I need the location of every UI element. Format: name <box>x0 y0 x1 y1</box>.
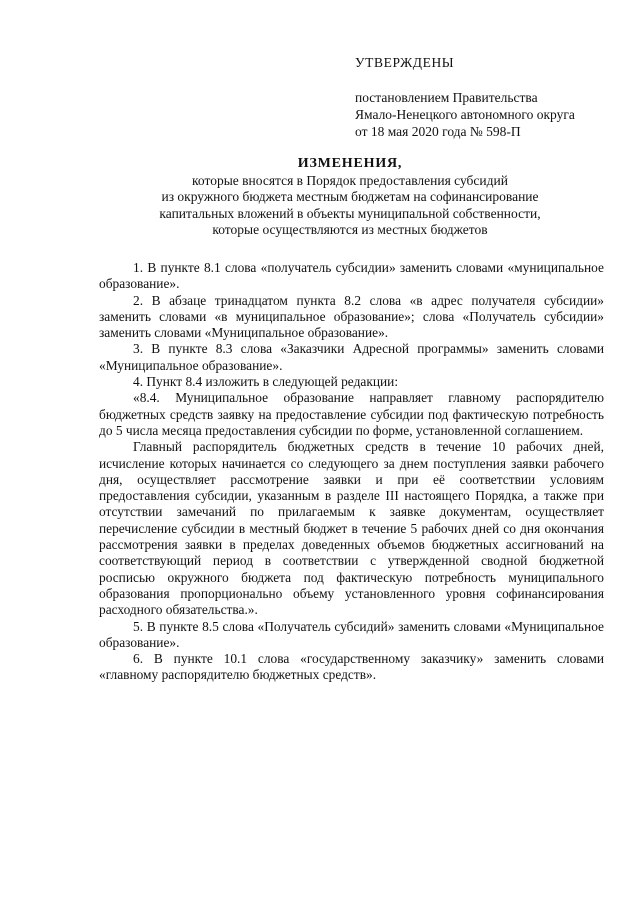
approval-heading: УТВЕРЖДЕНЫ <box>355 55 455 70</box>
approval-line: Ямало-Ненецкого автономного округа <box>355 107 575 122</box>
paragraph-item-5: 5. В пункте 8.5 слова «Получатель субсидий» заменить словами «Муниципальное образование». <box>99 618 604 650</box>
paragraph-item-3: 3. В пункте 8.3 слова «Заказчики Адресной программы» заменить словами «Муниципальное образование». <box>99 341 604 373</box>
title-heading: ИЗМЕНЕНИЯ, <box>297 156 403 171</box>
approval-line: от 18 мая 2020 года № 598-П <box>355 124 521 139</box>
document-title <box>80 156 620 239</box>
title-line: которые вносятся в Порядок предоставления субсидий <box>192 172 508 188</box>
paragraph-item-4: 4. Пункт 8.4 изложить в следующей редакции: <box>133 374 399 390</box>
approval-block <box>355 54 575 140</box>
paragraph-item-4-text-cont: Главный распорядитель бюджетных средств в течение 10 рабочих дней, исчисление которых начинается со следующего за днем поступления заявки рабочего дня, осуществляет рассмотрение заявки и при её соответствии условиям предоставления субсидии, указанным в разделе III настоящего Порядка, а также при отсутствии замечаний по прилагаемым к заявке документам, осуществляет перечисление субсидии в местный бюджет в течение 5 рабочих дней со дня окончания рассмотрения заявки в пределах доведенных объемов бюджетных ассигнований на соответствующий период в соответствии с утвержденной сводной бюджетной росписью окружного бюджета под фактическую потребность муниципального образования пропорционально объему установленного уровня софинансирования расходного обязательства.». <box>99 439 604 618</box>
approval-line: постановлением Правительства <box>355 90 538 105</box>
title-line: которые осуществляются из местных бюджетов <box>212 222 488 238</box>
paragraph-item-2: 2. В абзаце тринадцатом пункта 8.2 слова «в адрес получателя субсидии» заменить словами «в муниципальное образование»; слова «Получатель субсидии» заменить словами «Муниципальное образование». <box>99 292 604 341</box>
paragraph-item-1: 1. В пункте 8.1 слова «получатель субсидии» заменить словами «муниципальное образование». <box>99 260 604 292</box>
title-line: капитальных вложений в объекты муниципальной собственности, <box>159 205 541 221</box>
document-body <box>99 260 604 684</box>
title-line: из окружного бюджета местным бюджетам на софинансирование <box>161 189 539 205</box>
paragraph-item-4-text: «8.4. Муниципальное образование направляет главному распорядителю бюджетных средств заявку на предоставление субсидии под фактическую потребность до 5 числа месяца предоставления субсидии по форме, установленной соглашением. <box>99 390 604 438</box>
paragraph-item-6: 6. В пункте 10.1 слова «государственному заказчику» заменить словами «главному распорядителю бюджетных средств». <box>99 651 604 683</box>
